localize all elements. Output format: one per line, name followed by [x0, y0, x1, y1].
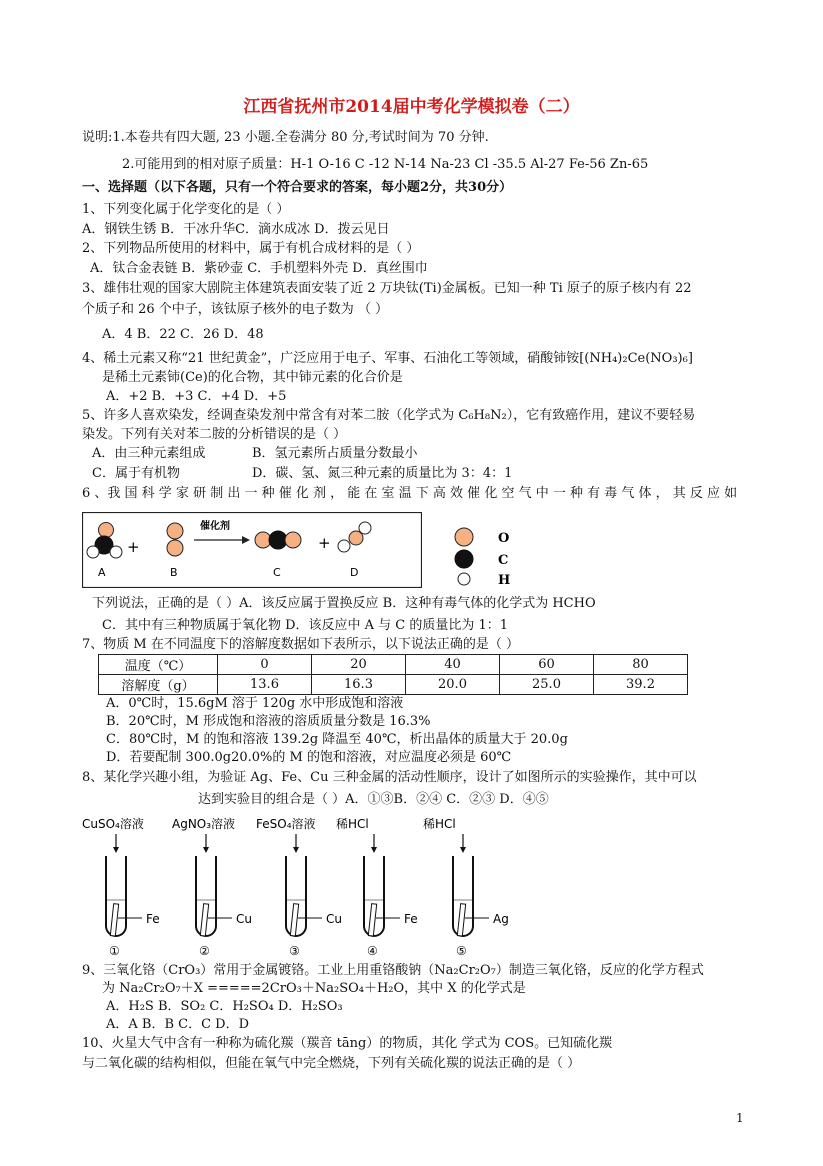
instructions-line-2: 2.可能用到的相对原子质量：H-1 O-16 C -12 N-14 Na-23 Cl -35.5 Al-27 Fe-56 Zn-65 [122, 157, 649, 172]
pour-arrowhead [371, 847, 377, 853]
reagent-label: AgNO₃溶液 [172, 817, 236, 831]
q5-option-c: C．属于有机物 [92, 466, 180, 481]
atom-legend [452, 526, 532, 588]
q3-options: A．4 B．22 C．26 D．48 [102, 327, 264, 342]
table-row [99, 655, 688, 675]
q4-options: A．+2 B．+3 C．+4 D．+5 [106, 389, 287, 404]
metal-label: Fe [146, 912, 160, 926]
q4-line-2: 是稀土元素铈(Ce)的化合物，其中铈元素的化合价是 [102, 370, 403, 385]
q5-line-2: 染发。下列有关对苯二胺的分析错误的是（ ） [82, 427, 347, 442]
q5-option-d: D．碳、氢、氮三种元素的质量比为 3：4：1 [252, 466, 513, 481]
test-tube-4 [336, 816, 418, 958]
label-a: A [98, 566, 106, 579]
reagent-label: CuSO₄溶液 [82, 817, 144, 831]
metal-strip [290, 904, 298, 936]
q3-line-1: 3、雄伟壮观的国家大剧院主体建筑表面安装了近 2 万块钛(Ti)金属板。已知一种 Ti 原子的原子核内有 22 [82, 281, 692, 296]
pour-arrowhead [460, 847, 466, 853]
reaction-diagram [82, 512, 422, 588]
q9-options-1: A．H₂S B．SO₂ C．H₂SO₄ D．H₂SO₃ [106, 999, 343, 1014]
q3-line-2: 个质子和 26 个中子，该钛原子核外的电子数为 （ ） [82, 302, 389, 317]
label-d: D [350, 566, 359, 579]
q10-line-1: 10、火星大气中含有一种称为硫化羰（羰音 tāng）的物质，其化 学式为 COS。已知硫化羰 [82, 1036, 613, 1051]
q7-option-b: B．20℃时，M 形成饱和溶液的溶质质量分数是 16.3% [106, 714, 431, 729]
q8-line-2: 达到实验目的组合是（ ）A．①③B．②④ C．②③ D．④⑤ [198, 792, 549, 807]
table-cell: 25.0 [500, 675, 594, 695]
metal-label: Fe [404, 912, 418, 926]
metal-strip [200, 904, 208, 936]
metal-label: Cu [326, 912, 342, 926]
table-header-cell: 溶解度（g） [99, 675, 218, 695]
pour-arrowhead [203, 847, 209, 853]
reagent-label: 稀HCl [336, 817, 369, 831]
q5-line-1: 5、许多人喜欢染发，经调查染发剂中常含有对苯二胺（化学式为 C₆H₈N₂），它有致癌作用，建议不要轻易 [82, 408, 696, 423]
q6-line-3: C．其中有三种物质属于氧化物 D．该反应中 A 与 C 的质量比为 1：1 [102, 618, 509, 633]
metal-label: Cu [236, 912, 252, 926]
test-tube-5 [423, 816, 509, 958]
page-title: 江西省抚州市2014届中考化学模拟卷（二） [243, 97, 580, 117]
table-cell: 40 [406, 655, 500, 675]
tube-number: ① [109, 944, 120, 958]
tube-number: ③ [289, 944, 300, 958]
test-tube-2 [172, 816, 252, 958]
legend-hydrogen-icon [458, 573, 470, 585]
q2-stem: 2、下列物品所使用的材料中，属于有机合成材料的是（ ） [82, 241, 420, 256]
q7-option-d: D．若要配制 300.0g20.0%的 M 的饱和溶液，对应温度必须是 60℃ [106, 750, 512, 765]
q9-options-2: A．A B．B C．C D．D [106, 1017, 250, 1032]
metal-strip [110, 904, 118, 936]
tube-number: ④ [367, 944, 378, 958]
plus-sign-2: + [318, 534, 331, 552]
table-cell: 13.6 [218, 675, 312, 695]
q5-option-a: A．由三种元素组成 [92, 446, 206, 461]
table-cell: 16.3 [312, 675, 406, 695]
q1-stem: 1、下列变化属于化学变化的是（ ） [82, 202, 290, 217]
metal-label: Ag [493, 912, 509, 926]
test-tubes-diagram [78, 814, 518, 960]
tube-number: ⑤ [456, 944, 467, 958]
legend-oxygen-label: O [498, 531, 510, 546]
q7-stem: 7、物质 M 在不同温度下的溶解度数据如下表所示，以下说法正确的是（ ） [82, 637, 519, 652]
table-cell: 20 [312, 655, 406, 675]
table-cell: 39.2 [594, 675, 688, 695]
q9-line-1: 9、三氧化铬（CrO₃）常用于金属镀铬。工业上用重铬酸钠（Na₂Cr₂O₇）制造三氧化铬，反应的化学方程式 [82, 963, 704, 978]
metal-strip [368, 904, 376, 936]
q4-line-1: 4、稀土元素又称“21 世纪黄金”，广泛应用于电子、军事、石油化工等领域，硝酸铈铵[(NH₄)₂Ce(NO₃)₆] [82, 351, 693, 366]
table-cell: 20.0 [406, 675, 500, 695]
page-number: 1 [736, 1111, 744, 1125]
q1-options: A．钢铁生锈 B．干冰升华C．滴水成冰 D．拨云见日 [82, 222, 390, 237]
q6-line-2: 下列说法，正确的是（ ）A．该反应属于置换反应 B．这种有毒气体的化学式为 HCHO [92, 596, 596, 611]
test-tube-3 [256, 816, 342, 958]
legend-hydrogen-label: H [498, 573, 511, 588]
label-c: C [273, 566, 281, 579]
reagent-label: FeSO₄溶液 [256, 817, 316, 831]
q7-option-c: C．80℃时，M 的饱和溶液 139.2g 降温至 40℃，析出晶体的质量大于 20.0g [106, 732, 568, 747]
legend-carbon-icon [455, 550, 473, 568]
metal-strip [457, 904, 465, 936]
legend-oxygen-icon [455, 528, 473, 546]
molecule-c [255, 531, 301, 549]
tube-number: ② [199, 944, 210, 958]
instructions-line-1: 说明:1.本卷共有四大题, 23 小题.全卷满分 80 分,考试时间为 70 分钟. [82, 130, 489, 145]
q2-options: A．钛合金表链 B．紫砂壶 C．手机塑料外壳 D．真丝围巾 [90, 261, 428, 276]
table-cell: 0 [218, 655, 312, 675]
pour-arrowhead [113, 847, 119, 853]
catalyst-label: 催化剂 [200, 521, 230, 532]
section-header: 一、选择题（以下各题，只有一个符合要求的答案，每小题2分，共30分） [82, 180, 513, 195]
table-cell: 60 [500, 655, 594, 675]
legend-carbon-label: C [498, 553, 509, 568]
table-cell: 80 [594, 655, 688, 675]
table-row [99, 675, 688, 695]
label-b: B [170, 566, 178, 579]
q10-line-2: 与二氧化碳的结构相似，但能在氧气中完全燃烧，下列有关硫化羰的说法正确的是（ ） [82, 1056, 581, 1071]
q5-option-b: B．氢元素所占质量分数最小 [252, 446, 418, 461]
table-header-cell: 温度（℃） [99, 655, 218, 675]
test-tube-1 [82, 816, 160, 958]
solubility-table [98, 654, 688, 695]
q7-option-a: A．0℃时，15.6gM 溶于 120g 水中形成饱和溶液 [106, 696, 404, 711]
reagent-label: 稀HCl [423, 817, 456, 831]
q8-line-1: 8、某化学兴趣小组，为验证 Ag、Fe、Cu 三种金属的活动性顺序，设计了如图所示的实验操作，其中可以 [82, 770, 697, 785]
q6-line-1: 6 、我 国 科 学 家 研 制 出 一 种 催 化 剂 ， 能 在 室 温 下 高 效 催 化 空 气 中 一 种 有 毒 气 体 ， 其 反 应 如 [82, 486, 738, 501]
q9-line-2: 为 Na₂Cr₂O₇＋X =====2CrO₃＋Na₂SO₄＋H₂O，其中 X 的化学式是 [102, 981, 526, 996]
plus-sign-1: + [127, 538, 140, 556]
pour-arrowhead [293, 847, 299, 853]
